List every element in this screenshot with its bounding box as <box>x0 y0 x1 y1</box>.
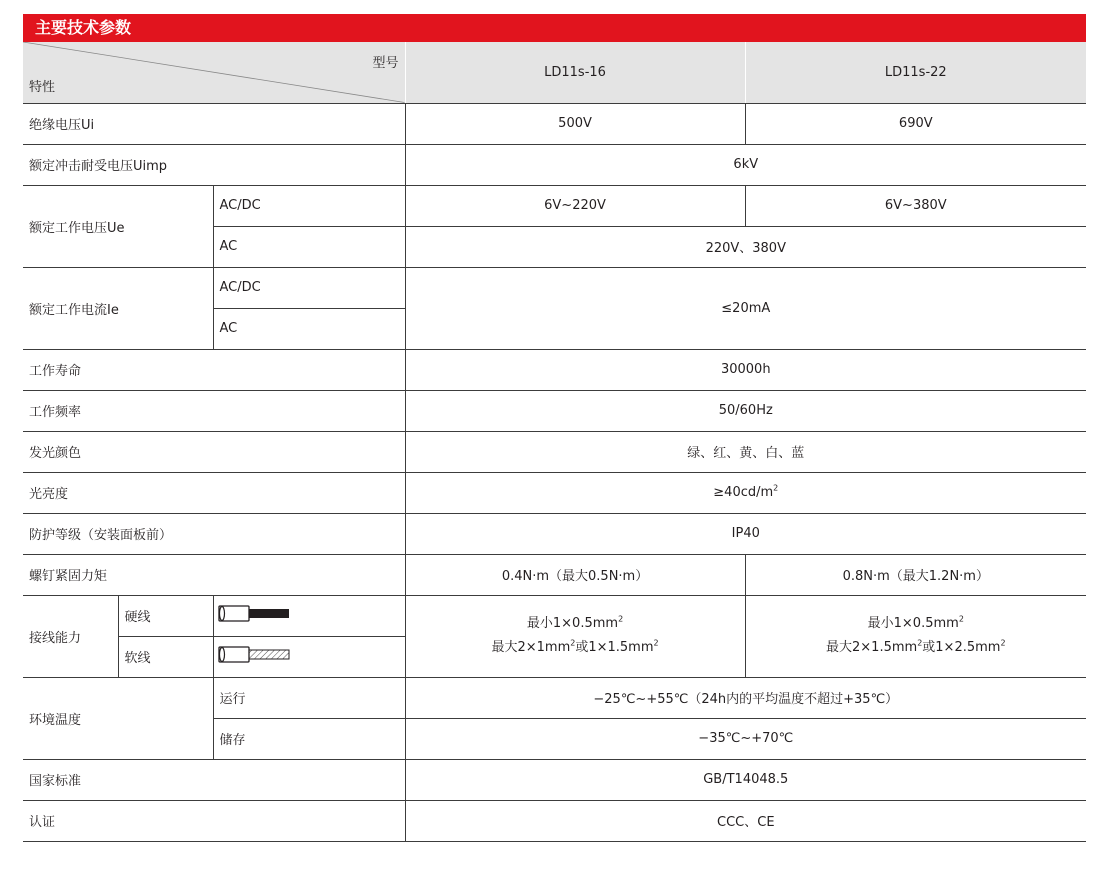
table-row <box>23 595 1086 636</box>
table-row <box>23 554 1086 595</box>
table-row <box>23 349 1086 390</box>
sub-label: AC/DC <box>213 185 405 226</box>
row-label: 螺钉紧固力矩 <box>23 554 405 595</box>
sub-label: AC <box>213 226 405 267</box>
table-row <box>23 144 1086 185</box>
cell-value: 690V <box>745 103 1086 144</box>
cell-value: −35℃~+70℃ <box>405 718 1086 759</box>
spec-table <box>23 42 1086 842</box>
cell-value: 50/60Hz <box>405 390 1086 431</box>
row-label: 工作频率 <box>23 390 405 431</box>
wiring-min: 最小1×0.5mm <box>867 616 959 631</box>
sub-label: 运行 <box>213 677 405 718</box>
table-row <box>23 800 1086 841</box>
row-label: 环境温度 <box>23 677 213 759</box>
wiring-max-alt: 或1×1.5mm <box>575 640 654 655</box>
table-row <box>23 390 1086 431</box>
row-label: 发光颜色 <box>23 431 405 472</box>
cell-value: 0.4N·m（最大0.5N·m） <box>405 554 745 595</box>
superscript: 2 <box>618 614 624 624</box>
model-name-1: LD11s-16 <box>405 42 745 103</box>
sub-label: AC <box>213 308 405 349</box>
table-row <box>23 513 1086 554</box>
superscript: 2 <box>653 638 659 648</box>
superscript: 2 <box>1000 638 1006 648</box>
row-label: 国家标准 <box>23 759 405 800</box>
table-row <box>23 677 1086 718</box>
table-row <box>23 759 1086 800</box>
feature-label: 特性 <box>29 79 56 95</box>
table-row <box>23 267 1086 308</box>
row-label: 防护等级（安装面板前） <box>23 513 405 554</box>
brightness-value: ≥40cd/m <box>713 485 774 500</box>
soft-wire-icon <box>218 644 292 666</box>
row-label: 绝缘电压Ui <box>23 103 405 144</box>
superscript: 2 <box>917 638 923 648</box>
row-label: 额定工作电压Ue <box>23 185 213 267</box>
hard-wire-icon <box>218 603 292 625</box>
table-row <box>23 431 1086 472</box>
row-label: 接线能力 <box>23 595 118 677</box>
cell-value: 6V~220V <box>405 185 745 226</box>
model-name-2: LD11s-22 <box>745 42 1086 103</box>
table-row <box>23 185 1086 226</box>
sub-label: 储存 <box>213 718 405 759</box>
cell-value: 0.8N·m（最大1.2N·m） <box>745 554 1086 595</box>
superscript: 2 <box>958 614 964 624</box>
cell-value: ≤20mA <box>405 267 1086 349</box>
section-title: 主要技术参数 <box>23 14 1086 42</box>
table-row <box>23 103 1086 144</box>
cell-value: GB/T14048.5 <box>405 759 1086 800</box>
row-label: 额定工作电流Ie <box>23 267 213 349</box>
hard-wire-icon <box>213 595 405 636</box>
superscript: 2 <box>570 638 576 648</box>
wiring-capacity-1 <box>405 595 745 677</box>
cell-value: 30000h <box>405 349 1086 390</box>
wiring-max: 最大2×1.5mm <box>826 640 918 655</box>
cell-value: 6V~380V <box>745 185 1086 226</box>
cell-value: 绿、红、黄、白、蓝 <box>405 431 1086 472</box>
wiring-capacity-2 <box>745 595 1086 677</box>
header-row <box>23 42 1086 103</box>
diagonal-line <box>23 42 405 103</box>
wiring-max-alt: 或1×2.5mm <box>922 640 1001 655</box>
model-label: 型号 <box>372 56 399 71</box>
cell-value: IP40 <box>405 513 1086 554</box>
row-label: 认证 <box>23 800 405 841</box>
table-row <box>23 472 1086 513</box>
superscript: 2 <box>773 483 779 493</box>
sub-label: 软线 <box>118 636 213 677</box>
row-label: 工作寿命 <box>23 349 405 390</box>
header-diagonal-cell <box>23 42 405 103</box>
sub-label: 硬线 <box>118 595 213 636</box>
row-label: 额定冲击耐受电压Uimp <box>23 144 405 185</box>
cell-value: 6kV <box>405 144 1086 185</box>
row-label: 光亮度 <box>23 472 405 513</box>
wiring-max: 最大2×1mm <box>491 640 571 655</box>
wiring-min: 最小1×0.5mm <box>526 616 619 631</box>
cell-value <box>405 472 1086 513</box>
cell-value: −25℃~+55℃（24h内的平均温度不超过+35℃） <box>405 677 1086 718</box>
cell-value: 220V、380V <box>405 226 1086 267</box>
sub-label: AC/DC <box>213 267 405 308</box>
soft-wire-icon <box>213 636 405 677</box>
cell-value: CCC、CE <box>405 800 1086 841</box>
cell-value: 500V <box>405 103 745 144</box>
